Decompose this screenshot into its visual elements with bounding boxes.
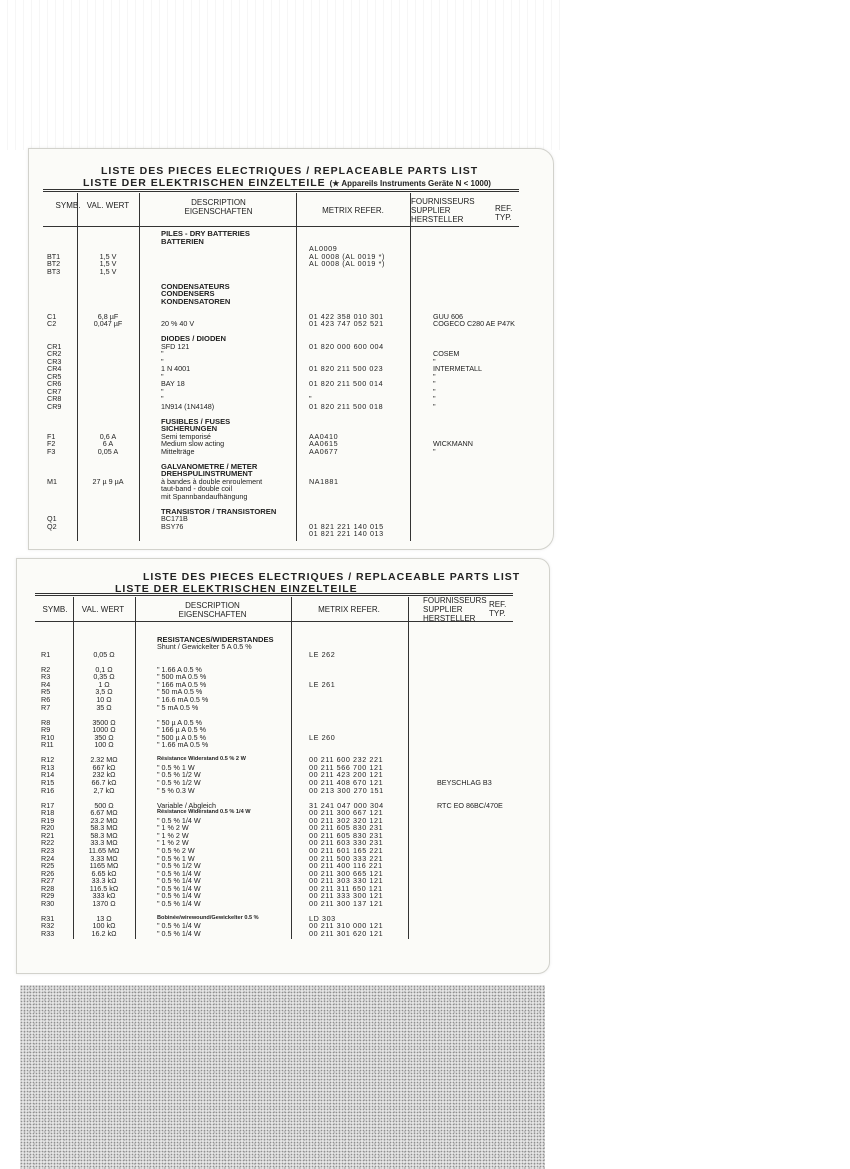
metrix-ref-cell: 00 211 601 165 221 [309,845,384,855]
value-cell: 1165 MΩ [89,861,119,871]
sheet2-header-sup-2: SUPPLIER [423,605,463,614]
metrix-ref-cell: 01 422 358 010 301 [309,311,384,321]
symbol-cell: R32 [41,921,55,931]
sheet1-top-rule [43,189,519,192]
value-cell: 2,7 kΩ [93,785,115,795]
sheet2-header-rule [35,621,513,622]
metrix-ref-cell: 00 211 408 670 121 [309,778,384,787]
value-cell: 0,6 A [99,431,117,441]
sheet2-header-sup-3: HERSTELLER [423,614,476,623]
supplier-cell: GUU 606 [433,311,463,321]
supplier-cell: INTERMETALL [433,364,482,373]
metrix-ref-cell: 01 820 211 500 018 [309,401,384,411]
symbol-cell: R7 [41,702,51,712]
metrix-ref-cell: 01 423 747 052 521 [309,319,384,328]
symbol-cell: R26 [41,868,55,878]
symbol-cell: R5 [41,687,51,697]
metrix-ref-cell: NA1881 [309,476,339,486]
symbol-cell: R4 [41,679,51,689]
symbol-cell: F2 [47,439,56,448]
description-cell: 1N914 (1N4148) [161,401,215,411]
value-cell: 116.5 kΩ [89,883,119,893]
description-cell: SICHERUNGEN [161,424,218,433]
supplier-cell: " [433,379,436,388]
metrix-ref-cell: AL 0008 (AL 0019 *) [309,251,385,261]
symbol-cell: R2 [41,664,51,674]
symbol-cell: R16 [41,785,55,795]
scan-noise-strip [20,985,545,1169]
description-cell: " 0.5 % 1/4 W [157,868,201,878]
parts-list-sheet-2 [16,558,550,974]
symbol-cell: R22 [41,838,55,848]
value-cell: 1000 Ω [92,725,116,735]
metrix-ref-cell: LE 260 [309,732,336,742]
description-cell: " 1.66 A 0.5 % [157,664,202,674]
value-cell: 1,5 V [99,251,117,261]
supplier-cell: " [433,446,436,456]
symbol-cell: R19 [41,815,55,825]
sheet1-header-sup-2: SUPPLIER [411,206,451,215]
description-cell: " 0.5 % 1/2 W [157,770,201,780]
description-cell: " [161,356,164,366]
description-cell: " 50 mA 0.5 % [157,687,203,697]
metrix-ref-cell: 00 211 333 300 121 [309,891,384,901]
value-cell: 6 A [102,439,114,448]
sheet2-header-desc [135,601,290,619]
supplier-cell: " [433,371,436,381]
description-cell: " 0.5 % 1/4 W [157,815,201,825]
description-cell: CONDENSERS [161,289,215,298]
metrix-ref-cell: 00 211 603 330 231 [309,838,384,848]
description-cell: " [161,394,164,403]
symbol-cell: R27 [41,876,55,886]
sheet2-header-supplier [423,596,491,623]
description-cell: 20 % 40 V [161,319,195,328]
symbol-cell: CR7 [47,386,62,396]
description-cell: " 5 % 0.3 W [157,785,195,795]
value-cell: 0,35 Ω [93,672,115,682]
symbol-cell: CR8 [47,394,62,403]
description-cell: Shunt / Gewickelter 5 A 0.5 % [157,642,252,652]
sheet2-header-val: VAL. WERT [81,605,125,614]
metrix-ref-cell: 01 820 211 500 014 [309,379,384,388]
symbol-cell: R9 [41,725,51,735]
description-cell: " 500 µ A 0.5 % [157,732,207,742]
symbol-cell: CR1 [47,341,62,351]
symbol-cell: R10 [41,732,55,742]
sheet1-header-desc-1: DESCRIPTION [191,198,246,207]
metrix-ref-cell: AL 0008 (AL 0019 *) [309,259,385,268]
symbol-cell: CR5 [47,371,62,381]
symbol-cell: R13 [41,762,55,772]
metrix-ref-cell: 01 820 211 500 023 [309,364,384,373]
description-cell: PILES - DRY BATTERIES [161,229,250,238]
description-cell: " [161,386,164,396]
symbol-cell: CR6 [47,379,62,388]
metrix-ref-cell: LD 303 [309,913,336,923]
description-cell: " 1 % 2 W [157,830,189,840]
sheet2-header-reftyp-1: REF. [489,600,507,609]
description-cell: Mittelträge [161,446,195,456]
value-cell: 6.65 kΩ [91,868,117,878]
sheet1-header-reftyp-1: REF. [495,204,513,213]
value-cell: 0,1 Ω [95,664,113,674]
symbol-cell: R24 [41,853,55,863]
symbol-cell: R12 [41,755,55,765]
metrix-ref-cell: 00 211 302 320 121 [309,815,384,825]
table-row [29,529,553,538]
scan-background [0,0,565,150]
sheet2-title: LISTE DES PIECES ELECTRIQUES / REPLACEABLE PARTS LIST [143,571,521,583]
value-cell: 16.2 kΩ [91,929,117,938]
value-cell: 6.67 MΩ [90,808,118,818]
symbol-cell: BT3 [47,266,61,276]
sheet1-header-symb: SYMB. [55,201,81,210]
metrix-ref-cell: AA0410 [309,431,339,441]
symbol-cell: R20 [41,823,55,833]
sheet2-header-reftyp-2: TYP. [489,609,506,618]
value-cell: 0,05 Ω [93,649,115,659]
metrix-ref-cell: 00 211 605 830 231 [309,830,384,840]
description-cell: à bandes à double enroulement [161,476,263,486]
description-cell: Semi temporisé [161,431,211,441]
description-cell: SFD 121 [161,341,190,351]
supplier-cell: BEYSCHLAG B3 [437,778,492,787]
sheet1-header-reftyp [495,204,523,222]
value-cell: 11.65 MΩ [88,845,120,855]
value-cell: 100 Ω [94,740,114,750]
description-cell: Résistance Widerstand 0.5 % 2 W [157,756,246,763]
table-row [17,929,549,938]
sheet1-header-sup-3: HERSTELLER [411,215,464,224]
supplier-cell: WICKMANN [433,439,473,448]
sheet1-subtitle [83,177,491,189]
metrix-ref-cell: 01 821 221 140 013 [309,529,384,538]
description-cell: mit Spannbandaufhängung [161,491,248,501]
description-cell: FUSIBLES / FUSES [161,416,231,426]
description-cell: Bobinée/wirewound/Gewickelter 0.5 % [157,914,259,921]
sheet1-title: LISTE DES PIECES ELECTRIQUES / REPLACEABLE PARTS LIST [101,165,479,177]
value-cell: 500 Ω [94,800,114,810]
sheet2-header-reftyp [489,600,517,618]
supplier-cell: " [433,401,436,411]
sheet1-header-sup-1: FOURNISSEURS [411,197,475,206]
symbol-cell: R21 [41,830,55,840]
value-cell: 27 µ 9 µA [92,476,124,486]
metrix-ref-cell: 00 211 566 700 121 [309,762,384,772]
value-cell: 2.32 MΩ [90,755,118,765]
value-cell: 33.3 MΩ [90,838,118,848]
value-cell: 3,5 Ω [95,687,113,697]
symbol-cell: CR9 [47,401,62,411]
symbol-cell: R30 [41,898,55,908]
description-cell: taut-band - double coil [161,484,233,493]
value-cell: 10 Ω [96,694,112,704]
metrix-ref-cell: 00 211 300 665 121 [309,868,384,878]
value-cell: 0,047 µF [93,319,123,328]
description-cell: " 0.5 % 1 W [157,762,195,772]
description-cell: Variable / Abgleich [157,800,217,810]
sheet1-header-reftyp-2: TYP. [495,213,512,222]
symbol-cell: BT1 [47,251,61,261]
value-cell: 100 kΩ [92,921,116,931]
supplier-cell: COSEM [433,349,460,358]
value-cell: 333 kΩ [92,891,116,901]
value-cell: 3.33 MΩ [90,853,118,863]
description-cell: " 1 % 2 W [157,823,189,833]
value-cell: 1 Ω [98,679,110,689]
symbol-cell: C1 [47,311,57,321]
description-cell: " 166 µ A 0.5 % [157,725,207,735]
supplier-cell: " [433,356,436,366]
metrix-ref-cell: 00 211 500 333 221 [309,853,384,863]
sheet1-title-note: (★ Appareils Instruments Geräte N < 1000) [329,179,491,188]
metrix-ref-cell: 31 241 047 000 304 [309,800,384,810]
value-cell: 1370 Ω [92,898,116,908]
metrix-ref-cell: 00 211 400 116 221 [309,861,383,871]
sheet1-header-desc [141,198,296,216]
sheet2-header-desc-2: EIGENSCHAFTEN [178,610,247,619]
description-cell: " [161,349,164,358]
description-cell: " 0.5 % 1 W [157,853,195,863]
symbol-cell: R11 [41,740,54,750]
supplier-cell: " [433,386,436,396]
symbol-cell: R31 [41,913,55,923]
value-cell: 13 Ω [96,913,112,923]
sheet2-header-sup-1: FOURNISSEURS [423,596,487,605]
value-cell: 58.3 MΩ [90,830,118,840]
description-cell: GALVANOMETRE / METER [161,461,258,471]
sheet1-header-desc-2: EIGENSCHAFTEN [184,207,253,216]
metrix-ref-cell: 00 211 600 232 221 [309,755,384,765]
metrix-ref-cell: LE 261 [309,679,336,689]
description-cell: RESISTANCES/WIDERSTANDES [157,634,274,644]
description-cell: BATTERIEN [161,236,204,246]
metrix-ref-cell: 00 211 310 000 121 [309,921,384,931]
description-cell: " 50 µ A 0.5 % [157,717,203,727]
description-cell: " 1 % 2 W [157,838,189,848]
symbol-cell: F1 [47,431,56,441]
value-cell: 350 Ω [94,732,114,742]
symbol-cell: R8 [41,717,51,727]
description-cell: Medium slow acting [161,439,225,448]
metrix-ref-cell: 00 211 301 620 121 [309,929,384,938]
description-cell: " 166 mA 0.5 % [157,679,207,689]
parts-list-sheet-1 [28,148,554,550]
symbol-cell: R1 [41,649,51,659]
description-cell: DIODES / DIODEN [161,334,226,343]
description-cell: BC171B [161,514,188,523]
symbol-cell: R18 [41,808,55,818]
symbol-cell: R25 [41,861,55,871]
supplier-cell: RTC EO 86BC/470E [437,800,503,810]
description-cell: DREHSPULINSTRUMENT [161,469,253,478]
metrix-ref-cell: 00 211 423 200 121 [309,770,384,780]
symbol-cell: R29 [41,891,55,901]
description-cell: " 5 mA 0.5 % [157,702,199,712]
symbol-cell: R28 [41,883,55,893]
metrix-ref-cell: 00 211 300 667 121 [309,808,384,818]
sheet2-header-desc-1: DESCRIPTION [185,601,240,610]
description-cell: " 0.5 % 1/4 W [157,876,201,886]
metrix-ref-cell: 01 821 221 140 015 [309,521,384,531]
description-cell: " 0.5 % 1/4 W [157,921,201,931]
supplier-cell: COGECO C280 AE P47K [433,319,515,328]
metrix-ref-cell: 00 211 605 830 231 [309,823,384,833]
value-cell: 33.3 kΩ [91,876,117,886]
description-cell: BAY 18 [161,379,185,388]
description-cell: " 0.5 % 1/2 W [157,778,201,787]
sheet2-header-ref: METRIX REFER. [318,605,380,614]
symbol-cell: CR4 [47,364,62,373]
metrix-ref-cell: AL0009 [309,244,338,253]
symbol-cell: R17 [41,800,55,810]
symbol-cell: Q2 [47,521,57,531]
value-cell: 66.7 kΩ [91,778,117,787]
symbol-cell: BT2 [47,259,61,268]
symbol-cell: C2 [47,319,57,328]
symbol-cell: CR3 [47,356,62,366]
description-cell: " 0.5 % 1/4 W [157,929,201,938]
description-cell: " 0.5 % 1/4 W [157,898,201,908]
metrix-ref-cell: 00 211 303 330 121 [309,876,384,886]
sheet1-title-de: LISTE DER ELEKTRISCHEN EINZELTEILE [83,177,326,189]
sheet1-header-rule [43,226,519,227]
value-cell: 232 kΩ [92,770,116,780]
sheet2-title-de: LISTE DER ELEKTRISCHEN EINZELTEILE [115,583,358,595]
value-cell: 23.2 MΩ [90,815,118,825]
description-cell: " [161,371,164,381]
description-cell: " 0.5 % 2 W [157,845,195,855]
value-cell: 3500 Ω [92,717,116,727]
sheet1-header-val: VAL. WERT [86,201,130,210]
value-cell: 667 kΩ [92,762,116,772]
description-cell: " 500 mA 0.5 % [157,672,207,682]
metrix-ref-cell: AA0677 [309,446,339,456]
description-cell: " 0.5 % 1/4 W [157,883,201,893]
symbol-cell: R33 [41,929,55,938]
metrix-ref-cell: 00 213 300 270 151 [309,785,384,795]
symbol-cell: Q1 [47,514,57,523]
description-cell: 1 N 4001 [161,364,191,373]
value-cell: 35 Ω [96,702,112,712]
description-cell: " 1.66 mA 0.5 % [157,740,209,750]
symbol-cell: F3 [47,446,56,456]
metrix-ref-cell: AA0615 [309,439,339,448]
metrix-ref-cell: LE 262 [309,649,336,659]
symbol-cell: R23 [41,845,55,855]
value-cell: 0,05 A [97,446,119,456]
symbol-cell: R15 [41,778,55,787]
symbol-cell: R14 [41,770,55,780]
value-cell: 1,5 V [99,266,117,276]
metrix-ref-cell: 01 820 000 600 004 [309,341,384,351]
description-cell: Résistance Widerstand 0.5 % 1/4 W [157,809,251,816]
symbol-cell: CR2 [47,349,62,358]
description-cell: CONDENSATEURS [161,281,230,291]
description-cell: " 16.6 mA 0.5 % [157,694,209,704]
symbol-cell: R3 [41,672,51,682]
metrix-ref-cell: 00 211 311 650 121 [309,883,383,893]
description-cell: TRANSISTOR / TRANSISTOREN [161,506,277,516]
sheet1-header-ref: METRIX REFER. [322,206,384,215]
symbol-cell: M1 [47,476,57,486]
description-cell: BSY76 [161,521,184,531]
metrix-ref-cell: 00 211 300 137 121 [309,898,384,908]
sheet1-header-supplier [411,197,495,224]
symbol-cell: R6 [41,694,51,704]
description-cell: KONDENSATOREN [161,296,231,306]
metrix-ref-cell: " [309,394,313,403]
value-cell: 58.3 MΩ [90,823,118,833]
description-cell: " 0.5 % 1/2 W [157,861,201,871]
supplier-cell: " [433,394,436,403]
value-cell: 6,8 µF [97,311,119,321]
description-cell: " 0.5 % 1/4 W [157,891,201,901]
sheet2-header-symb: SYMB. [42,605,68,614]
value-cell: 1,5 V [99,259,117,268]
